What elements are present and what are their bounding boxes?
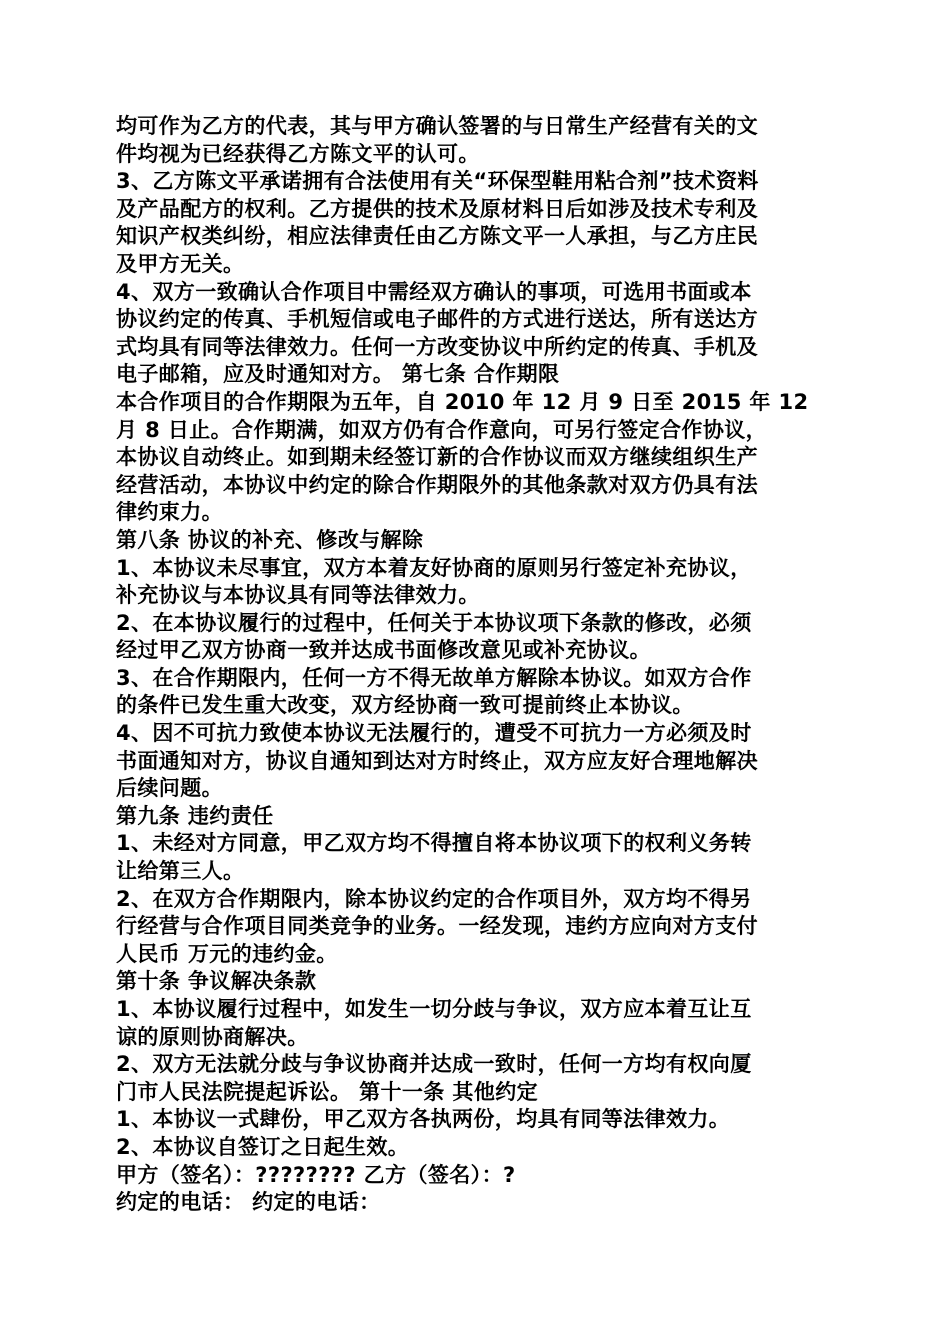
text-line: 式均具有同等法律效力。任何一方改变协议中所约定的传真、手机及 — [116, 334, 758, 359]
text-line: 月 8 日止。合作期满，如双方仍有合作意向，可另行签定合作协议， — [116, 417, 768, 442]
text-line: 1、本协议一式肆份，甲乙双方各执两份，均具有同等法律效力。 — [116, 1107, 731, 1132]
text-line: 门市人民法院提起诉讼。 第十一条 其他约定 — [116, 1079, 539, 1104]
section-heading: 第八条 协议的补充、修改与解除 — [116, 527, 424, 552]
text-line: 经过甲乙双方协商一致并达成书面修改意见或补充协议。 — [116, 638, 651, 663]
text-line: 及甲方无关。 — [116, 251, 245, 276]
text-line: 2、本协议自签订之日起生效。 — [116, 1134, 410, 1159]
document-page — [116, 113, 834, 1217]
text-line: 3、在合作期限内，任何一方不得无故单方解除本协议。如双方合作 — [116, 665, 752, 690]
section-heading: 第九条 违约责任 — [116, 803, 274, 828]
section-heading: 第十条 争议解决条款 — [116, 969, 317, 994]
text-line: 的条件已发生重大改变，双方经协商一致可提前终止本协议。 — [116, 693, 694, 718]
text-line: 4、因不可抗力致使本协议无法履行的，遭受不可抗力一方必须及时 — [116, 721, 752, 746]
text-line: 1、本协议履行过程中，如发生一切分歧与争议，双方应本着互让互 — [116, 997, 752, 1021]
text-line: 书面通知对方，协议自通知到达对方时终止，双方应友好合理地解决 — [116, 748, 758, 773]
text-line: 2、双方无法就分歧与争议协商并达成一致时，任何一方均有权向厦 — [116, 1052, 752, 1077]
text-line: 谅的原则协商解决。 — [116, 1024, 309, 1049]
phone-line: 约定的电话： 约定的电话： — [116, 1190, 381, 1215]
text-line: 后续问题。 — [116, 776, 223, 801]
text-line: 及产品配方的权利。乙方提供的技术及原材料日后如涉及技术专利及 — [116, 196, 758, 221]
text-line: 行经营与合作项目同类竞争的业务。一经发现，违约方应向对方支付 — [116, 914, 758, 939]
text-line: 律约束力。 — [116, 500, 223, 525]
text-line: 协议约定的传真、手机短信或电子邮件的方式进行送达，所有送达方 — [116, 307, 758, 332]
text-line: 1、未经对方同意，甲乙双方均不得擅自将本协议项下的权利义务转 — [116, 831, 752, 856]
text-line: 4、双方一致确认合作项目中需经双方确认的事项，可选用书面或本 — [116, 279, 752, 304]
text-line: 人民币 万元的违约金。 — [116, 941, 338, 966]
text-line: 补充协议与本协议具有同等法律效力。 — [116, 583, 480, 608]
text-line: 知识产权类纠纷，相应法律责任由乙方陈文平一人承担，与乙方庄民 — [116, 224, 758, 249]
text-line: 均可作为乙方的代表，其与甲方确认签署的与日常生产经营有关的文 — [116, 114, 758, 138]
signature-line: 甲方（签名）：???????? 乙方（签名）：? — [116, 1162, 516, 1187]
text-line: 电子邮箱，应及时通知对方。 第七条 合作期限 — [116, 362, 560, 387]
text-line: 1、本协议未尽事宜，双方本着友好协商的原则另行签定补充协议， — [116, 555, 752, 580]
text-line: 经营活动，本协议中约定的除合作期限外的其他条款对双方仍具有法 — [116, 472, 758, 497]
text-line: 本协议自动终止。如到期未经签订新的合作协议而双方继续组织生产 — [116, 445, 758, 470]
text-line: 让给第三人。 — [116, 859, 245, 884]
text-line: 本合作项目的合作期限为五年，自 2010 年 12 月 9 日至 2015 年 12 — [116, 389, 809, 414]
text-line: 件均视为已经获得乙方陈文平的认可。 — [116, 141, 480, 166]
text-line: 2、在双方合作期限内，除本协议约定的合作项目外，双方均不得另 — [116, 886, 752, 911]
text-line: 3、乙方陈文平承诺拥有合法使用有关“环保型鞋用粘合剂”技术资料 — [116, 169, 759, 194]
text-line: 2、在本协议履行的过程中，任何关于本协议项下条款的修改，必须 — [116, 610, 752, 635]
